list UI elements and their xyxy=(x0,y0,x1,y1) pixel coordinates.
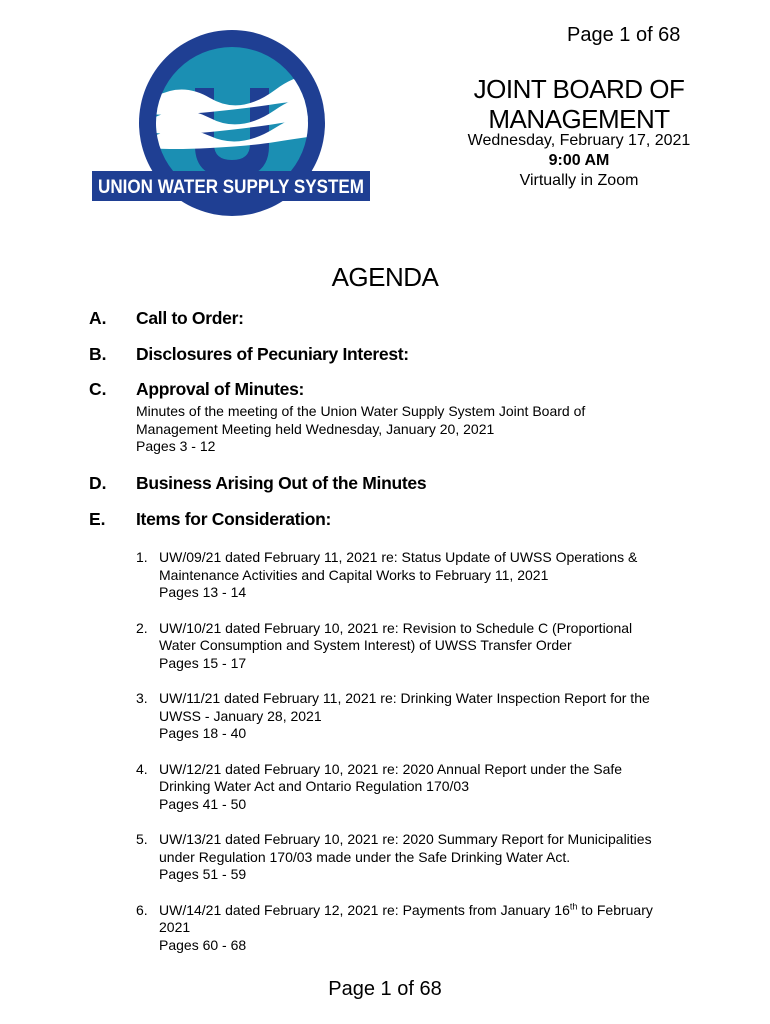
section-heading: Items for Consideration: xyxy=(136,509,332,529)
section-heading: Approval of Minutes: xyxy=(136,379,305,399)
meeting-time: 9:00 AM xyxy=(548,152,610,169)
meeting-title-line2: MANAGEMENT xyxy=(488,104,670,134)
section-letter: B. xyxy=(89,344,107,364)
item-line: Maintenance Activities and Capital Works to February 11, 2021 xyxy=(159,566,549,583)
item-line: UW/10/21 dated February 10, 2021 re: Revision to Schedule C (Proportional xyxy=(159,619,633,636)
desc-line: Minutes of the meeting of the Union Water Supply System Joint Board of xyxy=(136,403,586,419)
list-item xyxy=(136,549,706,620)
list-item xyxy=(136,761,706,832)
desc-line: Management Meeting held Wednesday, January 20, 2021 xyxy=(136,420,495,437)
page-range: Pages 51 - 59 xyxy=(159,866,247,882)
meeting-meta xyxy=(440,131,718,191)
page-range: Pages 18 - 40 xyxy=(159,725,247,741)
page-indicator-bottom: Page 1 of 68 xyxy=(328,978,442,1000)
item-line: UWSS - January 28, 2021 xyxy=(159,707,322,724)
section-letter: D. xyxy=(89,473,107,493)
section-heading: Disclosures of Pecuniary Interest: xyxy=(136,344,409,364)
item-text: UW/14/21 dated February 12, 2021 re: Payments from January 16 xyxy=(159,901,570,918)
page-range: Pages 13 - 14 xyxy=(159,584,247,600)
item-number: 2. xyxy=(136,619,148,636)
item-line: UW/09/21 dated February 11, 2021 re: Status Update of UWSS Operations & xyxy=(159,549,638,565)
minutes-description xyxy=(136,403,656,456)
section-heading: Business Arising Out of the Minutes xyxy=(136,473,427,493)
item-line: UW/11/21 dated February 11, 2021 re: Drinking Water Inspection Report for the xyxy=(159,690,650,706)
item-line: UW/12/21 dated February 10, 2021 re: 2020 Annual Report under the Safe xyxy=(159,760,623,777)
item-text: to February xyxy=(577,901,653,918)
union-water-logo xyxy=(90,28,372,218)
page-range: Pages 60 - 68 xyxy=(159,936,247,953)
section-heading: Call to Order: xyxy=(136,308,244,328)
section-letter: C. xyxy=(89,379,107,399)
meeting-title xyxy=(440,74,718,134)
list-item xyxy=(136,690,706,761)
list-item xyxy=(136,831,706,902)
ordinal-suffix: th xyxy=(569,900,578,911)
list-item xyxy=(136,902,706,973)
item-number: 1. xyxy=(136,549,148,565)
meeting-title-line1: JOINT BOARD OF xyxy=(473,74,685,104)
page-indicator-top: Page 1 of 68 xyxy=(567,24,681,46)
item-number: 4. xyxy=(136,760,148,777)
consideration-items xyxy=(136,549,706,972)
meeting-location: Virtually in Zoom xyxy=(519,172,639,189)
item-number: 6. xyxy=(136,901,148,918)
section-letter: A. xyxy=(89,308,107,328)
item-line: 2021 xyxy=(159,919,191,935)
section-letter: E. xyxy=(89,509,106,529)
agenda-title: AGENDA xyxy=(331,262,439,292)
meeting-date: Wednesday, February 17, 2021 xyxy=(467,132,691,149)
page-range: Pages 15 - 17 xyxy=(159,654,247,671)
item-line xyxy=(159,902,704,920)
item-line: under Regulation 170/03 made under the Safe Drinking Water Act. xyxy=(159,848,571,865)
item-line: Drinking Water Act and Ontario Regulation 170/03 xyxy=(159,778,469,794)
list-item xyxy=(136,620,706,691)
item-line: UW/13/21 dated February 10, 2021 re: 2020 Summary Report for Municipalities xyxy=(159,831,652,847)
page-range: Pages 41 - 50 xyxy=(159,795,247,812)
item-number: 5. xyxy=(136,831,148,847)
item-number: 3. xyxy=(136,690,148,706)
logo-wordmark: UNION WATER SUPPLY SYSTEM xyxy=(98,177,364,198)
page-range: Pages 3 - 12 xyxy=(136,438,216,454)
item-line: Water Consumption and System Interest) of UWSS Transfer Order xyxy=(159,637,572,653)
